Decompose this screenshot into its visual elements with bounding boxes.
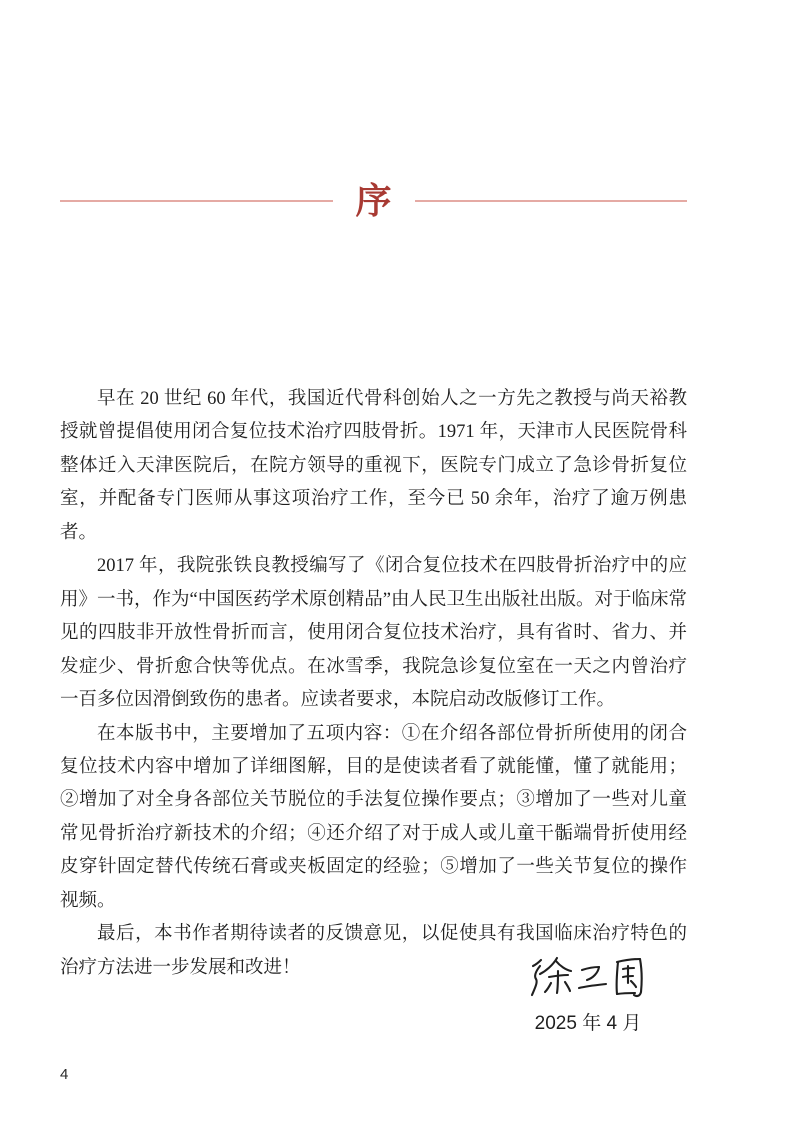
preface-body bbox=[60, 383, 687, 985]
title-rule-right bbox=[415, 200, 688, 202]
title-rule-left bbox=[60, 200, 333, 202]
paragraph: 早在 20 世纪 60 年代，我国近代骨科创始人之一方先之教授与尚天裕教授就曾提倡使用闭合复位技术治疗四肢骨折。1971 年，天津市人民医院骨科整体迁入天津医院后，在院方领导的重视下，医院专门成立了急诊骨折复位室，并配备专门医师从事这项治疗工作，至今已 50 余年，治疗了逾万例患者。 bbox=[60, 389, 687, 543]
paragraph: 最后，本书作者期待读者的反馈意见，以促使具有我国临床治疗特色的治疗方法进一步发展和改进！ bbox=[60, 924, 687, 978]
signature-date: 2025 年 4 月 bbox=[534, 1013, 642, 1034]
paragraph: 2017 年，我院张铁良教授编写了《闭合复位技术在四肢骨折治疗中的应用》一书，作为“中国医药学术原创精品”由人民卫生出版社出版。对于临床常见的四肢非开放性骨折而言，使用闭合复位技术治疗，具有省时、省力、并发症少、骨折愈合快等优点。在冰雪季，我院急诊复位室在一天之内曾治疗一百多位因滑倒致伤的患者。应读者要求，本院启动改版修订工作。 bbox=[60, 556, 687, 711]
page-title: 序 bbox=[355, 180, 392, 221]
signature-block bbox=[488, 952, 688, 1035]
signature-handwriting bbox=[527, 952, 649, 1002]
page-number: 4 bbox=[60, 1066, 69, 1083]
paragraph: 在本版书中，主要增加了五项内容：①在介绍各部位骨折所使用的闭合复位技术内容中增加了详细图解，目的是使读者看了就能懂，懂了就能用；②增加了对全身各部位关节脱位的手法复位操作要点；③增加了一些对儿童常见骨折治疗新技术的介绍；④还介绍了对于成人或儿童干骺端骨折使用经皮穿针固定替代传统石膏或夹板固定的经验；⑤增加了一些关节复位的操作视频。 bbox=[60, 723, 687, 911]
preface-header bbox=[60, 181, 687, 221]
